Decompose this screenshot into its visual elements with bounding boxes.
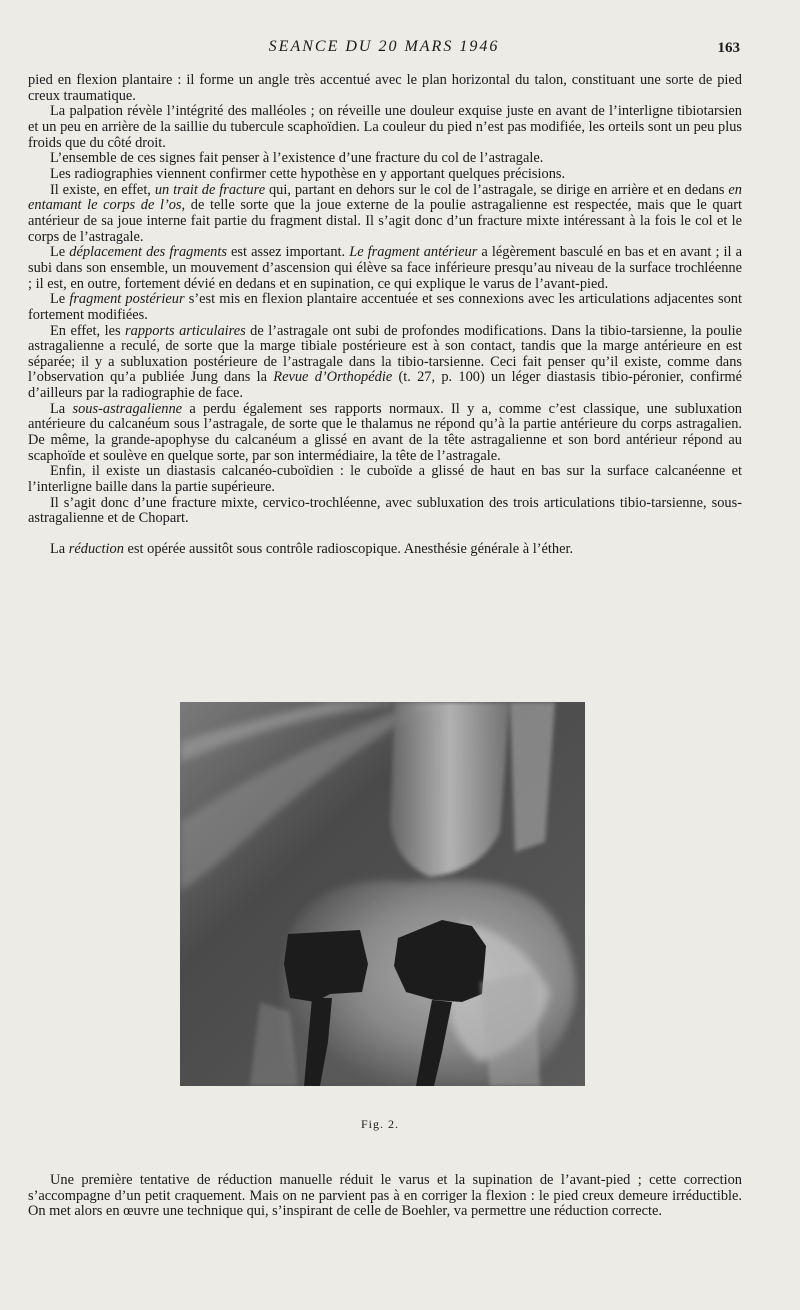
italic-text: en entamant le corps de l’os [28, 181, 743, 214]
text-run: La palpation révèle l’intégrité des malléoles ; on réveille une douleur exquise juste en avant de l’interligne tibiotarsien et un peu en arrière de la saillie du tubercule scaphoïdien. La couleur du pied n’est pas modifiée, les orteils sont un peu plus froids que du côté droit. [28, 103, 742, 151]
italic-text: déplacement des fragments [69, 244, 227, 261]
xray-figure [180, 702, 585, 1086]
text-run: L’ensemble de ces signes fait penser à l’existence d’une fracture du col de l’astragale. [50, 150, 544, 167]
text-run: pied en flexion plantaire : il forme un angle très accentué avec le plan horizontal du talon, constituant une sorte de pied creux traumatique. [28, 72, 742, 104]
text-run: Il existe, en effet, [50, 181, 155, 198]
text-run: Le [50, 291, 70, 308]
text-run: Il s’agit donc d’une fracture mixte, cervico-trochléenne, avec subluxation des trois articulations tibio-tarsienne, sous-astragalienne et de Chopart. [28, 494, 742, 527]
text-run: En effet, les [50, 322, 126, 339]
italic-text: rapports articulaires [125, 322, 246, 339]
running-head: SEANCE DU 20 MARS 1946 [268, 38, 500, 55]
article-body [28, 73, 742, 558]
article-body-continued [28, 1173, 742, 1220]
paragraph [28, 183, 742, 246]
paragraph [28, 151, 742, 167]
paragraph [28, 167, 742, 183]
italic-text: Le fragment antérieur [349, 244, 478, 261]
page-number: 163 [717, 40, 740, 56]
paragraph [28, 402, 742, 465]
text-run: La [50, 400, 73, 417]
paragraph [28, 292, 742, 323]
page-header [28, 36, 740, 60]
xray-image [180, 702, 585, 1086]
text-run: Le [50, 244, 70, 261]
paragraph [28, 104, 742, 151]
text-run: s’est mis en flexion plantaire accentuée et ses connexions avec les articulations adjacentes sont fortement modifiées. [28, 291, 743, 323]
italic-text: réduction [68, 541, 124, 558]
text-run: de l’astragale ont subi de profondes modifications. Dans la tibio-tarsienne, la poulie astragalienne a reculé, de sorte que la marge tibiale postérieure est à son contact, tandis que la marge antérieure en est séparée; il y a subluxation postérieure de l’astragale dans la tibio-tarsienne. Ceci fait penser qu’il existe, comme dans l’observation qu’a publiée Jung dans la [28, 322, 742, 386]
italic-text: Revue d’Orthopédie [273, 369, 393, 386]
paragraph [28, 1173, 742, 1220]
italic-text: sous-astragalienne [72, 400, 183, 417]
text-run: qui, partant en dehors sur le col de l’astragale, se dirige en arrière et en dedans [265, 181, 729, 198]
italic-text: fragment postérieur [69, 291, 185, 308]
text-run: est assez important. [226, 244, 350, 261]
paragraph [28, 245, 742, 292]
text-run: a perdu également ses rapports normaux. Il y a, comme c’est classique, une subluxation antérieure du calcanéum sous l’astragale, de sorte que le thalamus ne répond qu’à la partie antérieure du corps astragalien. De même, la grande-apophyse du calcanéum a glissé en avant de la tête astragalienne et son bord antérieur répond au scaphoïde et soulève en quelque sorte, par son intermédiaire, la tête de l’astragale. [28, 400, 742, 464]
text-run: a légèrement basculé en bas et en avant ; il a subi dans son ensemble, un mouvement d’ascension qui élève sa face inférieure presqu’au niveau de la surface trochléenne ; il est, en outre, fortement dévié en dedans et en supination, ce qui explique le varus de l’avant-pied. [28, 244, 743, 292]
paragraph [28, 73, 742, 104]
paragraph [28, 496, 742, 527]
italic-text: un trait de fracture [154, 181, 266, 198]
text-run: Une première tentative de réduction manuelle réduit le varus et la supination de l’avant-pied ; cette correction s’accompagne d’un petit craquement. Mais on ne parvient pas à en corriger la flexion : le pied creux demeure irréductible. On met alors en œuvre une technique qui, s’inspirant de celle de Boehler, va permettre une réduction correcte. [28, 1172, 742, 1220]
text-run: Enfin, il existe un diastasis calcanéo-cuboïdien : le cuboïde a glissé de haut en bas sur la surface calcanéenne et l’interligne baille dans la partie supérieure. [28, 463, 742, 496]
text-run: (t. 27, p. 100) un léger diastasis tibio-péronier, confirmé d’ailleurs par la radiographie de face. [28, 369, 742, 402]
figure-caption: Fig. 2. [360, 1117, 399, 1131]
text-run: est opérée aussitôt sous contrôle radioscopique. Anesthésie générale à l’éther. [123, 541, 574, 558]
paragraph [28, 324, 742, 402]
text-run: La [50, 541, 69, 558]
text-run: , de telle sorte que la joue externe de la poulie astragalienne est respectée, mais que le quart antérieur de sa joue interne fait partie du fragment distal. Il s’agit donc d’un fracture mixte intéressant à la fois le col et le corps de l’astragale. [28, 197, 743, 245]
text-run: Les radiographies viennent confirmer cette hypothèse en y apportant quelques précisions. [50, 165, 566, 182]
paragraph [28, 542, 742, 558]
paragraph [28, 464, 742, 495]
